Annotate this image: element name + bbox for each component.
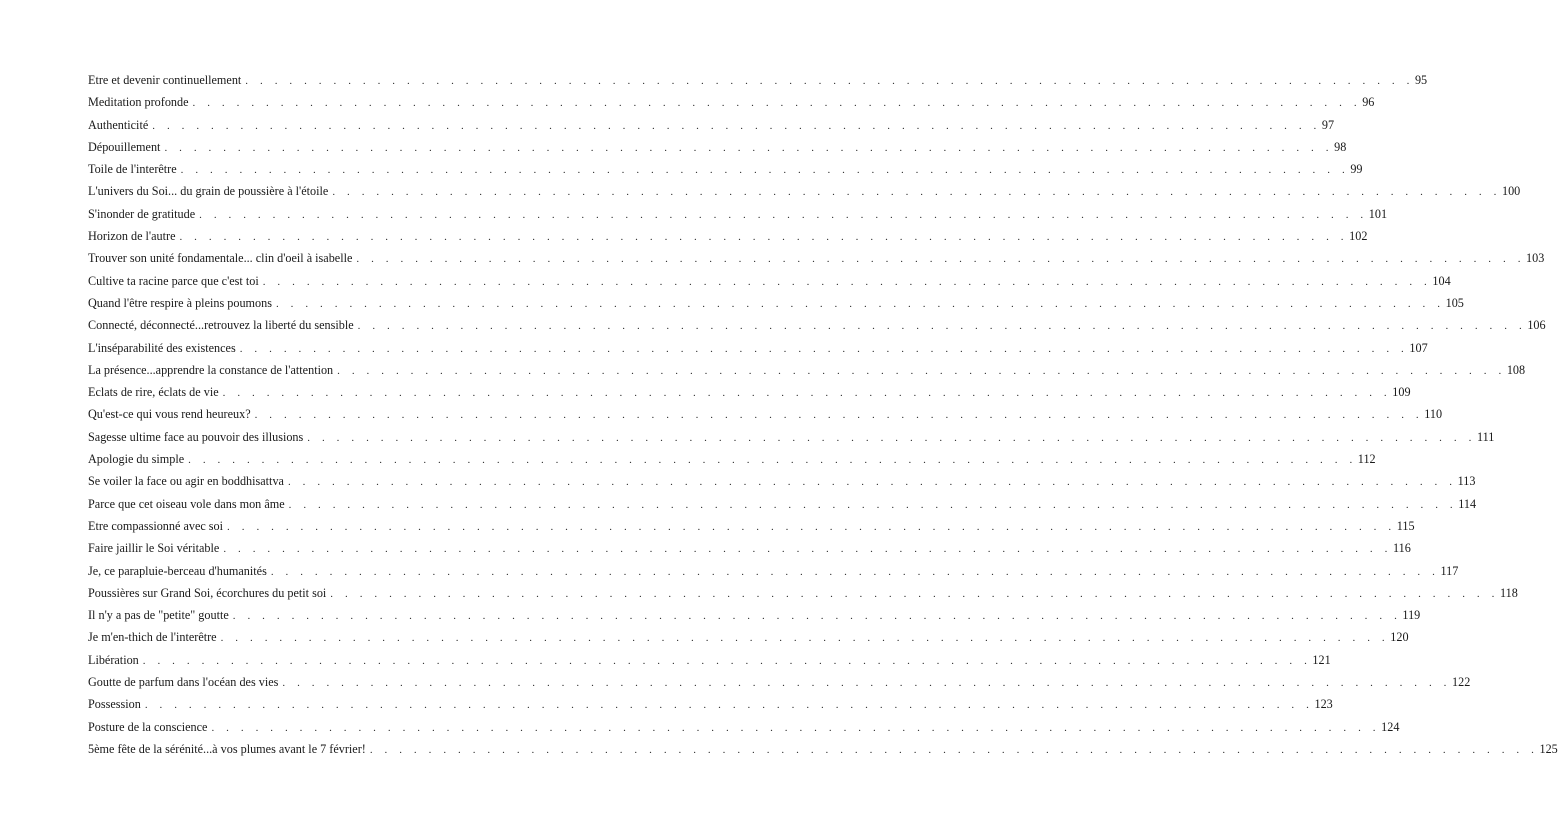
toc-entry-page-number: 112 xyxy=(1357,452,1376,467)
toc-entry-title: Connecté, déconnecté...retrouvez la liberté du sensible xyxy=(88,318,354,333)
toc-entry-page-number: 122 xyxy=(1452,675,1471,690)
toc-entry-title: Faire jaillir le Soi véritable xyxy=(88,541,220,556)
toc-entry-title: Sagesse ultime face au pouvoir des illusions xyxy=(88,429,304,444)
toc-entry[interactable] xyxy=(88,136,1347,158)
toc-entry-page-number: 101 xyxy=(1368,206,1388,221)
toc-entry-page-number: 118 xyxy=(1499,585,1518,600)
toc-entry-title: Dépouillement xyxy=(88,139,161,154)
toc-entry-title: Posture de la conscience xyxy=(88,719,208,734)
dot-leader: . . . . . . . . . . . . . . . . . . . . . . . . . . . . . . . . . . . . . . . . . . . . . . . . . . . . . . . . . . . . . . . . . . . . . . . . . . . . . . . . xyxy=(223,543,1392,556)
dot-leader: . . . . . . . . . . . . . . . . . . . . . . . . . . . . . . . . . . . . . . . . . . . . . . . . . . . . . . . . . . . . . . . . . . . . . . . . . . . . . . . . xyxy=(357,320,1527,333)
dot-leader: . . . . . . . . . . . . . . . . . . . . . . . . . . . . . . . . . . . . . . . . . . . . . . . . . . . . . . . . . . . . . . . . . . . . . . . . . . . . . . . . xyxy=(287,476,1457,489)
dot-leader: . . . . . . . . . . . . . . . . . . . . . . . . . . . . . . . . . . . . . . . . . . . . . . . . . . . . . . . . . . . . . . . . . . . . . . . . . . . . . . . . xyxy=(142,654,1312,667)
toc-entry[interactable] xyxy=(88,560,1459,582)
toc-entry-page-number: 107 xyxy=(1409,340,1428,355)
toc-entry[interactable] xyxy=(88,582,1518,604)
toc-entry-title: Apologie du simple xyxy=(88,452,185,467)
toc-entry-page-number: 125 xyxy=(1539,741,1558,756)
toc-entry-title: Authenticité xyxy=(88,117,149,132)
toc-entry-page-number: 121 xyxy=(1312,652,1331,667)
dot-leader: . . . . . . . . . . . . . . . . . . . . . . . . . . . . . . . . . . . . . . . . . . . . . . . . . . . . . . . . . . . . . . . . . . . . . . . . . . . . . . . . xyxy=(179,231,1349,244)
dot-leader: . . . . . . . . . . . . . . . . . . . . . . . . . . . . . . . . . . . . . . . . . . . . . . . . . . . . . . . . . . . . . . . . . . . . . . . . . . . . . . . . xyxy=(282,677,1452,690)
toc-entry-page-number: 99 xyxy=(1350,162,1363,177)
dot-leader: . . . . . . . . . . . . . . . . . . . . . . . . . . . . . . . . . . . . . . . . . . . . . . . . . . . . . . . . . . . . . . . . . . . . . . . . . . . . . . . . xyxy=(369,743,1539,756)
toc-entry[interactable] xyxy=(88,180,1521,202)
toc-entry-page-number: 111 xyxy=(1476,429,1495,444)
toc-entry[interactable] xyxy=(88,114,1335,136)
toc-entry-title: Qu'est-ce qui vous rend heureux? xyxy=(88,407,251,422)
toc-entry[interactable] xyxy=(88,337,1428,359)
table-of-contents xyxy=(88,69,1558,760)
dot-leader: . . . . . . . . . . . . . . . . . . . . . . . . . . . . . . . . . . . . . . . . . . . . . . . . . . . . . . . . . . . . . . . . . . . . . . . . . . . . . . . . xyxy=(152,119,1321,132)
toc-entry[interactable] xyxy=(88,314,1546,336)
dot-leader: . . . . . . . . . . . . . . . . . . . . . . . . . . . . . . . . . . . . . . . . . . . . . . . . . . . . . . . . . . . . . . . . . . . . . . . . . . . . . . . . xyxy=(232,610,1402,623)
toc-entry-title: Il n'y a pas de "petite" goutte xyxy=(88,608,229,623)
toc-entry[interactable] xyxy=(88,270,1451,292)
toc-entry-title: S'inonder de gratitude xyxy=(88,206,196,221)
toc-entry[interactable] xyxy=(88,604,1421,626)
toc-entry[interactable] xyxy=(88,671,1471,693)
toc-entry[interactable] xyxy=(88,381,1411,403)
dot-leader: . . . . . . . . . . . . . . . . . . . . . . . . . . . . . . . . . . . . . . . . . . . . . . . . . . . . . . . . . . . . . . . . . . . . . . . . . . . . . . . . xyxy=(144,699,1314,712)
toc-entry-page-number: 100 xyxy=(1501,184,1521,199)
toc-entry-title: Libération xyxy=(88,652,139,667)
toc-entry-page-number: 123 xyxy=(1314,697,1333,712)
dot-leader: . . . . . . . . . . . . . . . . . . . . . . . . . . . . . . . . . . . . . . . . . . . . . . . . . . . . . . . . . . . . . . . . . . . . . . . . . . . . . . . . xyxy=(332,186,1501,199)
toc-entry[interactable] xyxy=(88,91,1375,113)
toc-entry[interactable] xyxy=(88,359,1526,381)
toc-entry-page-number: 96 xyxy=(1362,95,1375,110)
toc-entry-page-number: 115 xyxy=(1396,518,1415,533)
dot-leader: . . . . . . . . . . . . . . . . . . . . . . . . . . . . . . . . . . . . . . . . . . . . . . . . . . . . . . . . . . . . . . . . . . . . . . . . . . . . . . . . xyxy=(245,75,1414,87)
toc-entry-page-number: 120 xyxy=(1390,630,1409,645)
dot-leader: . . . . . . . . . . . . . . . . . . . . . . . . . . . . . . . . . . . . . . . . . . . . . . . . . . . . . . . . . . . . . . . . . . . . . . . . . . . . . . . . xyxy=(188,454,1357,467)
toc-entry-title: Poussières sur Grand Soi, écorchures du petit soi xyxy=(88,585,327,600)
toc-entry-title: Trouver son unité fondamentale... clin d'oeil à isabelle xyxy=(88,251,353,266)
toc-entry-page-number: 110 xyxy=(1424,407,1443,422)
toc-entry[interactable] xyxy=(88,693,1333,715)
toc-entry[interactable] xyxy=(88,69,1428,91)
toc-entry[interactable] xyxy=(88,716,1400,738)
toc-entry-title: Toile de l'interêtre xyxy=(88,162,177,177)
toc-entry[interactable] xyxy=(88,403,1443,425)
toc-entry-page-number: 104 xyxy=(1432,273,1451,288)
toc-entry-page-number: 98 xyxy=(1334,139,1347,154)
toc-entry-page-number: 105 xyxy=(1445,295,1464,310)
toc-entry-title: 5ème fête de la sérénité...à vos plumes avant le 7 février! xyxy=(88,741,366,756)
toc-entry[interactable] xyxy=(88,292,1464,314)
toc-entry-title: Je m'en-thich de l'interêtre xyxy=(88,630,217,645)
toc-entry-page-number: 117 xyxy=(1440,563,1459,578)
toc-entry-title: Meditation profonde xyxy=(88,95,189,110)
dot-leader: . . . . . . . . . . . . . . . . . . . . . . . . . . . . . . . . . . . . . . . . . . . . . . . . . . . . . . . . . . . . . . . . . . . . . . . . . . . . . . . . xyxy=(239,342,1409,355)
toc-entry-title: Etre compassionné avec soi xyxy=(88,518,224,533)
dot-leader: . . . . . . . . . . . . . . . . . . . . . . . . . . . . . . . . . . . . . . . . . . . . . . . . . . . . . . . . . . . . . . . . . . . . . . . . . . . . . . . . xyxy=(275,297,1445,310)
dot-leader: . . . . . . . . . . . . . . . . . . . . . . . . . . . . . . . . . . . . . . . . . . . . . . . . . . . . . . . . . . . . . . . . . . . . . . . . . . . . . . . . xyxy=(307,431,1476,444)
toc-entry-page-number: 102 xyxy=(1349,229,1368,244)
toc-entry[interactable] xyxy=(88,448,1376,470)
toc-entry-page-number: 106 xyxy=(1527,318,1546,333)
dot-leader: . . . . . . . . . . . . . . . . . . . . . . . . . . . . . . . . . . . . . . . . . . . . . . . . . . . . . . . . . . . . . . . . . . . . . . . . . . . . . . . . xyxy=(227,520,1396,533)
toc-entry[interactable] xyxy=(88,225,1368,247)
toc-entry-title: Je, ce parapluie-berceau d'humanités xyxy=(88,563,267,578)
toc-entry-page-number: 113 xyxy=(1457,474,1476,489)
toc-entry-page-number: 108 xyxy=(1506,362,1526,377)
dot-leader: . . . . . . . . . . . . . . . . . . . . . . . . . . . . . . . . . . . . . . . . . . . . . . . . . . . . . . . . . . . . . . . . . . . . . . . . . . . . . . . . xyxy=(180,164,1350,177)
toc-entry[interactable] xyxy=(88,537,1411,559)
toc-entry-title: Horizon de l'autre xyxy=(88,229,176,244)
dot-leader: . . . . . . . . . . . . . . . . . . . . . . . . . . . . . . . . . . . . . . . . . . . . . . . . . . . . . . . . . . . . . . . . . . . . . . . . . . . . . . . . xyxy=(337,364,1506,377)
toc-entry[interactable] xyxy=(88,470,1476,492)
dot-leader: . . . . . . . . . . . . . . . . . . . . . . . . . . . . . . . . . . . . . . . . . . . . . . . . . . . . . . . . . . . . . . . . . . . . . . . . . . . . . . . . xyxy=(222,387,1392,400)
toc-entry[interactable] xyxy=(88,649,1331,671)
toc-entry-page-number: 119 xyxy=(1402,608,1421,623)
toc-entry[interactable] xyxy=(88,515,1415,537)
toc-entry-page-number: 114 xyxy=(1458,496,1477,511)
dot-leader: . . . . . . . . . . . . . . . . . . . . . . . . . . . . . . . . . . . . . . . . . . . . . . . . . . . . . . . . . . . . . . . . . . . . . . . . . . . . . . . . xyxy=(211,721,1381,734)
dot-leader: . . . . . . . . . . . . . . . . . . . . . . . . . . . . . . . . . . . . . . . . . . . . . . . . . . . . . . . . . . . . . . . . . . . . . . . . . . . . . . . . xyxy=(254,409,1424,422)
dot-leader: . . . . . . . . . . . . . . . . . . . . . . . . . . . . . . . . . . . . . . . . . . . . . . . . . . . . . . . . . . . . . . . . . . . . . . . . . . . . . . . . xyxy=(270,565,1440,578)
dot-leader: . . . . . . . . . . . . . . . . . . . . . . . . . . . . . . . . . . . . . . . . . . . . . . . . . . . . . . . . . . . . . . . . . . . . . . . . . . . . . . . . xyxy=(356,253,1526,266)
toc-entry-page-number: 95 xyxy=(1414,73,1428,87)
toc-entry-page-number: 97 xyxy=(1321,117,1335,132)
toc-entry-page-number: 124 xyxy=(1381,719,1400,734)
dot-leader: . . . . . . . . . . . . . . . . . . . . . . . . . . . . . . . . . . . . . . . . . . . . . . . . . . . . . . . . . . . . . . . . . . . . . . . . . . . . . . . . xyxy=(220,632,1390,645)
toc-entry[interactable] xyxy=(88,203,1388,225)
toc-entry[interactable] xyxy=(88,247,1545,269)
toc-entry-title: L'inséparabilité des existences xyxy=(88,340,236,355)
toc-entry-title: Parce que cet oiseau vole dans mon âme xyxy=(88,496,285,511)
toc-entry-title: Goutte de parfum dans l'océan des vies xyxy=(88,675,279,690)
toc-entry-title: Se voiler la face ou agir en boddhisattva xyxy=(88,474,284,489)
toc-entry-title: Quand l'être respire à pleins poumons xyxy=(88,295,272,310)
toc-entry[interactable] xyxy=(88,626,1409,648)
toc-entry-title: Cultive ta racine parce que c'est toi xyxy=(88,273,259,288)
dot-leader: . . . . . . . . . . . . . . . . . . . . . . . . . . . . . . . . . . . . . . . . . . . . . . . . . . . . . . . . . . . . . . . . . . . . . . . . . . . . . . . . xyxy=(164,141,1334,154)
dot-leader: . . . . . . . . . . . . . . . . . . . . . . . . . . . . . . . . . . . . . . . . . . . . . . . . . . . . . . . . . . . . . . . . . . . . . . . . . . . . . . . . xyxy=(192,97,1362,110)
toc-entry[interactable] xyxy=(88,493,1477,515)
toc-entry-title: Eclats de rire, éclats de vie xyxy=(88,385,219,400)
toc-entry[interactable] xyxy=(88,158,1363,180)
dot-leader: . . . . . . . . . . . . . . . . . . . . . . . . . . . . . . . . . . . . . . . . . . . . . . . . . . . . . . . . . . . . . . . . . . . . . . . . . . . . . . . . xyxy=(288,498,1458,511)
toc-entry-title: La présence...apprendre la constance de l'attention xyxy=(88,362,334,377)
dot-leader: . . . . . . . . . . . . . . . . . . . . . . . . . . . . . . . . . . . . . . . . . . . . . . . . . . . . . . . . . . . . . . . . . . . . . . . . . . . . . . . . xyxy=(262,275,1432,288)
toc-entry-title: Possession xyxy=(88,697,141,712)
toc-entry-page-number: 103 xyxy=(1526,251,1545,266)
dot-leader: . . . . . . . . . . . . . . . . . . . . . . . . . . . . . . . . . . . . . . . . . . . . . . . . . . . . . . . . . . . . . . . . . . . . . . . . . . . . . . . . xyxy=(330,587,1499,600)
toc-entry-title: L'univers du Soi... du grain de poussière à l'étoile xyxy=(88,184,329,199)
dot-leader: . . . . . . . . . . . . . . . . . . . . . . . . . . . . . . . . . . . . . . . . . . . . . . . . . . . . . . . . . . . . . . . . . . . . . . . . . . . . . . . . xyxy=(199,208,1368,221)
toc-entry[interactable] xyxy=(88,738,1558,760)
toc-entry-title: Etre et devenir continuellement xyxy=(88,73,242,87)
toc-entry-page-number: 109 xyxy=(1392,385,1411,400)
toc-entry[interactable] xyxy=(88,426,1495,448)
toc-entry-page-number: 116 xyxy=(1392,541,1411,556)
